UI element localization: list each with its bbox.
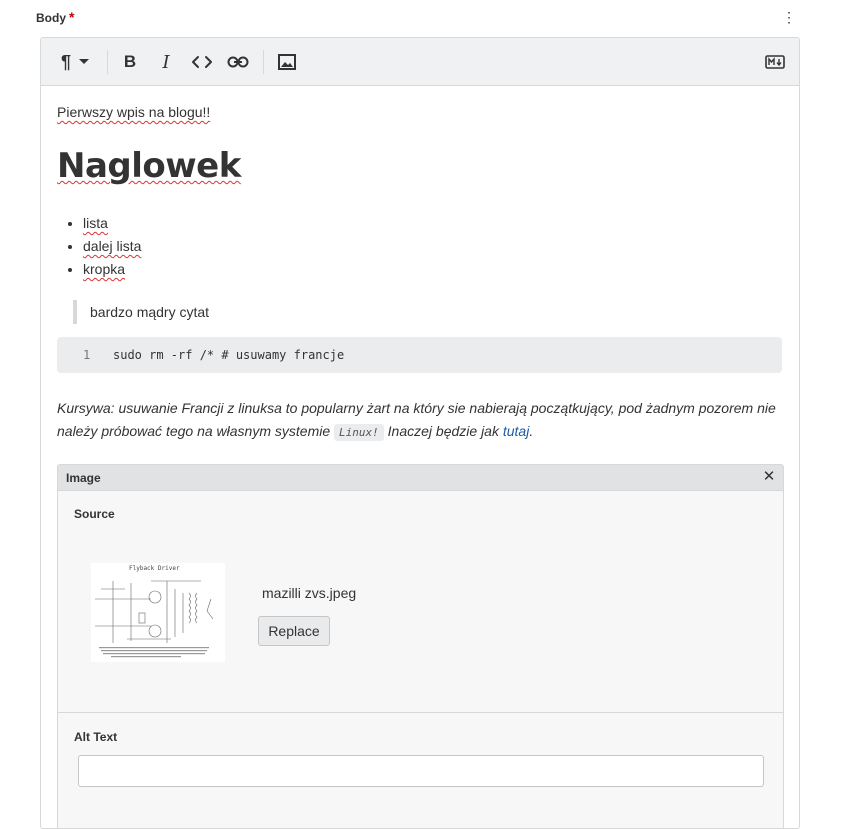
markdown-icon [765,55,785,69]
quote-text: bardzo mądry cytat [90,304,210,320]
image-panel [57,464,784,829]
blockquote[interactable] [73,300,209,324]
heading-text: Naglowek [57,146,241,186]
file-name: mazilli zvs.jpeg [262,585,357,601]
code-text: sudo rm -rf /* # usuwamy francje [113,348,345,362]
required-mark: * [69,9,75,25]
italic-text: Inaczej będzie jak [383,423,503,439]
italic-paragraph[interactable] [57,397,783,444]
code-block[interactable] [57,337,782,373]
circuit-diagram-thumbnail [91,563,225,662]
list-item[interactable] [83,235,141,258]
source-label: Source [74,507,115,521]
block-type-dropdown[interactable] [55,50,95,74]
italic-button[interactable] [155,50,177,74]
paragraph-icon: ¶ [60,51,71,72]
alt-text-input[interactable] [78,755,764,787]
paragraph[interactable] [57,104,210,120]
list-item[interactable] [83,258,141,281]
italic-icon: I [162,51,170,73]
list-item-text: dalej lista [83,238,142,254]
thumbnail-title: Flyback Driver [129,565,180,572]
field-label [36,9,74,25]
image-icon [278,54,296,70]
link-icon [227,55,249,69]
bold-button[interactable] [119,50,141,74]
toolbar-separator [263,50,264,74]
image-button[interactable] [276,50,298,74]
italic-text: Kursywa: usuwanie Francji z linuksa to popularny żart na który sie nabierają początkujący, pod żadnym pozorem nie należy próbować tego na własnym systemie [57,400,776,439]
more-options-icon[interactable]: ⋮ [782,9,796,25]
heading[interactable] [57,146,241,186]
paragraph-text: Pierwszy wpis na blogu!! [57,104,211,120]
field-label-text: Body [36,11,66,25]
code-icon [191,55,213,69]
inline-link[interactable]: tutaj [502,423,530,439]
image-panel-header [58,465,783,491]
caret-down-icon [79,59,89,65]
code-button[interactable] [190,50,214,74]
replace-button[interactable]: Replace [258,616,330,646]
close-icon[interactable]: ✕ [762,468,776,485]
list-item[interactable] [83,212,141,235]
divider [58,712,783,713]
toolbar-separator [107,50,108,74]
line-number: 1 [83,348,91,362]
rich-text-editor [40,37,800,829]
list-item-text: kropka [83,261,126,277]
image-panel-title: Image [66,471,101,485]
list-item-text: lista [83,215,108,231]
editor-toolbar [41,38,799,86]
markdown-toggle-button[interactable] [763,50,787,74]
image-thumbnail [91,563,225,662]
bullet-list [57,212,141,281]
link-button[interactable] [226,50,250,74]
italic-text: . [529,423,534,439]
bold-icon: B [123,52,137,71]
inline-code: Linux! [334,424,384,441]
alt-text-label: Alt Text [74,730,118,744]
